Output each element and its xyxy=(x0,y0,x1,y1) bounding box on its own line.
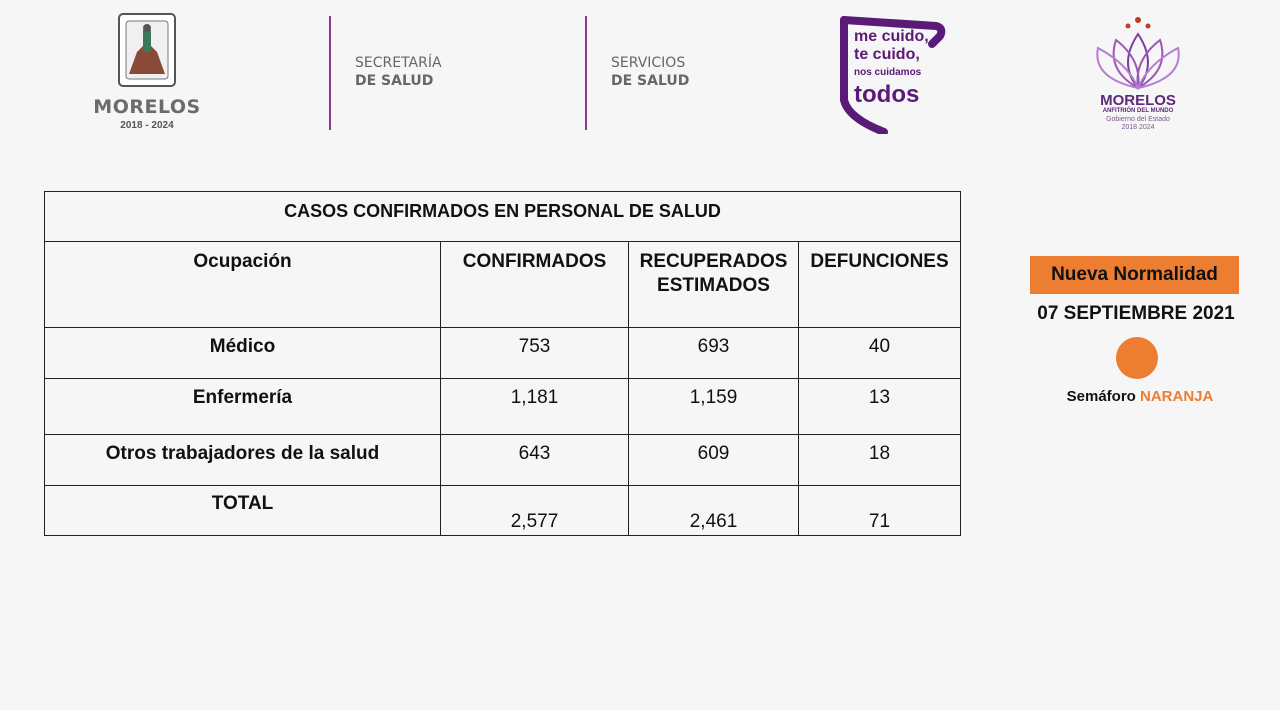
table-row xyxy=(45,435,961,486)
state-name: MORELOS xyxy=(93,96,201,118)
header-occupation: Ocupación xyxy=(45,242,441,328)
anfitrion-name: MORELOS xyxy=(1100,92,1176,109)
slogan-line2: te cuido, xyxy=(854,46,920,63)
slogan-logo xyxy=(836,14,946,134)
cell-occupation: Enfermería xyxy=(45,379,441,435)
anfitrion-gov-line: Gobierno del Estado xyxy=(1106,116,1170,123)
semaforo-status xyxy=(1020,388,1260,405)
cell-recovered: 693 xyxy=(629,328,799,379)
cell-deaths: 18 xyxy=(799,435,961,486)
flower-icon xyxy=(1088,14,1188,92)
semaforo-color: NARANJA xyxy=(1140,388,1214,405)
cell-deaths: 40 xyxy=(799,328,961,379)
slogan-line4: todos xyxy=(854,81,920,108)
cell-occupation: TOTAL xyxy=(45,486,441,536)
table-row xyxy=(45,379,961,435)
divider xyxy=(329,16,331,130)
dept1-line1: SECRETARÍA xyxy=(355,55,442,71)
cell-confirmed: 753 xyxy=(441,328,629,379)
table-row-total xyxy=(45,486,961,536)
slogan-line3: nos cuidamos xyxy=(854,67,922,78)
slogan-line1: me cuido, xyxy=(854,28,929,45)
cell-recovered: 609 xyxy=(629,435,799,486)
cell-recovered: 2,461 xyxy=(629,486,799,536)
health-staff-cases-table xyxy=(44,191,961,536)
dept2-line1: SERVICIOS xyxy=(611,55,686,71)
servicios-salud-label xyxy=(611,54,689,90)
state-years: 2018 - 2024 xyxy=(120,120,174,131)
divider xyxy=(585,16,587,130)
cell-occupation: Médico xyxy=(45,328,441,379)
cell-confirmed: 1,181 xyxy=(441,379,629,435)
secretaria-salud-label xyxy=(355,54,442,90)
semaforo-label: Semáforo xyxy=(1066,388,1136,405)
header-recovered xyxy=(629,242,799,328)
header-confirmed: CONFIRMADOS xyxy=(441,242,629,328)
dept2-line2: DE SALUD xyxy=(611,73,690,89)
dept1-line2: DE SALUD xyxy=(355,73,434,89)
table-title: CASOS CONFIRMADOS EN PERSONAL DE SALUD xyxy=(45,192,961,242)
header-recovered-line2: ESTIMADOS xyxy=(657,275,770,296)
cell-occupation: Otros trabajadores de la salud xyxy=(45,435,441,486)
crest-icon xyxy=(117,12,177,90)
header-deaths: DEFUNCIONES xyxy=(799,242,961,328)
cell-confirmed: 2,577 xyxy=(441,486,629,536)
table-row xyxy=(45,328,961,379)
anfitrion-gov xyxy=(1088,116,1188,132)
semaforo-circle-icon xyxy=(1116,337,1158,379)
anfitrion-years: 2018 2024 xyxy=(1121,124,1155,131)
nueva-normalidad-badge: Nueva Normalidad xyxy=(1030,256,1239,294)
morelos-anfitrion-logo xyxy=(1088,14,1188,134)
header-recovered-line1: RECUPERADOS xyxy=(639,251,788,272)
report-date: 07 SEPTIEMBRE 2021 xyxy=(1037,303,1235,324)
cell-confirmed: 643 xyxy=(441,435,629,486)
cell-deaths: 71 xyxy=(799,486,961,536)
anfitrion-sub: ANFITRIÓN DEL MUNDO xyxy=(1102,108,1174,114)
cell-recovered: 1,159 xyxy=(629,379,799,435)
morelos-state-logo xyxy=(92,12,202,137)
cell-deaths: 13 xyxy=(799,379,961,435)
